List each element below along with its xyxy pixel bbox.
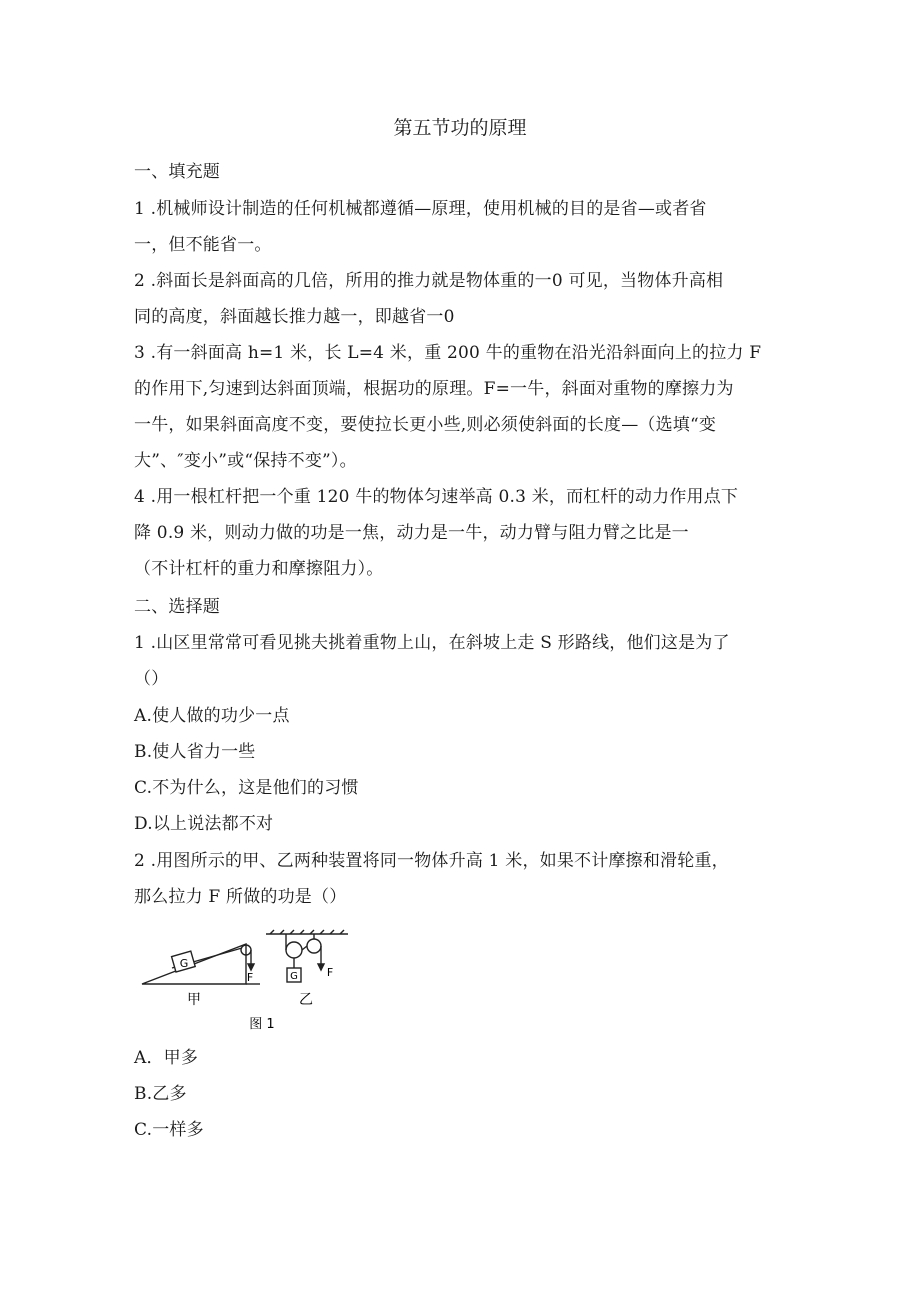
q4-line-1: 4 .用一根杠杆把一个重 120 牛的物体匀速举高 0.3 米，而杠杆的动力作用点下	[134, 487, 739, 507]
mc1-option-b: B.使人省力一些	[134, 742, 256, 762]
q1-line-1: 1 .机械师设计制造的任何机械都遵循—原理，使用机械的目的是省—或者省	[134, 199, 707, 219]
mc1-option-a: A.使人做的功少一点	[134, 706, 290, 726]
incline-apparatus	[142, 944, 260, 984]
q3-line-2: 的作用下,匀速到达斜面顶端，根据功的原理。F=一牛，斜面对重物的摩擦力为	[134, 379, 734, 399]
q2-line-1: 2 .斜面长是斜面高的几倍，所用的推力就是物体重的一0 可见，当物体升高相	[134, 271, 724, 291]
pulley-f-label: F	[326, 966, 334, 979]
q4-line-3: （不计杠杆的重力和摩擦阻力）。	[134, 559, 384, 579]
mc2-option-a: A．甲多	[134, 1048, 199, 1068]
section-heading-fill: 一、填充题	[134, 162, 220, 182]
incline-f-label: F	[246, 971, 254, 984]
mc2-option-b: B.乙多	[134, 1084, 187, 1104]
q3-line-4: 大”、″变小”或“保持不变”）。	[134, 451, 357, 471]
q3-line-3: 一牛，如果斜面高度不变，要使拉长更小些,则必须使斜面的长度—（选填“变	[134, 415, 717, 435]
q1-line-2: 一，但不能省一。	[134, 235, 272, 255]
label-jia: 甲	[187, 992, 201, 1008]
mc2-option-c: C.一样多	[134, 1120, 204, 1140]
section-heading-choice: 二、选择题	[134, 597, 220, 617]
incline-g-label: G	[179, 957, 189, 970]
pulley-apparatus	[266, 930, 348, 982]
page-title: 第五节功的原理	[393, 117, 527, 139]
mc2-line-2: 那么拉力 F 所做的功是（）	[134, 887, 347, 907]
mc1-line-2: （）	[134, 669, 169, 689]
mc1-option-d: D.以上说法都不对	[134, 814, 274, 834]
mc2-line-1: 2 .用图所示的甲、乙两种装置将同一物体升高 1 米，如果不计摩擦和滑轮重，	[134, 851, 729, 871]
pulley-g-label: G	[290, 971, 298, 982]
q3-line-1: 3 .有一斜面高 h=1 米，长 L=4 米，重 200 牛的重物在沿光沿斜面向上的拉力 F	[134, 343, 762, 363]
q2-line-2: 同的高度，斜面越长推力越一，即越省一0	[134, 307, 455, 327]
figure-1	[134, 928, 374, 1036]
mc1-line-1: 1 .山区里常常可看见挑夫挑着重物上山，在斜坡上走 S 形路线，他们这是为了	[134, 633, 730, 653]
figure-caption: 图 1	[249, 1017, 275, 1032]
label-yi: 乙	[299, 992, 313, 1008]
mc1-option-c: C.不为什么，这是他们的习惯	[134, 778, 359, 798]
q4-line-2: 降 0.9 米，则动力做的功是一焦，动力是一牛，动力臂与阻力臂之比是一	[134, 523, 689, 543]
